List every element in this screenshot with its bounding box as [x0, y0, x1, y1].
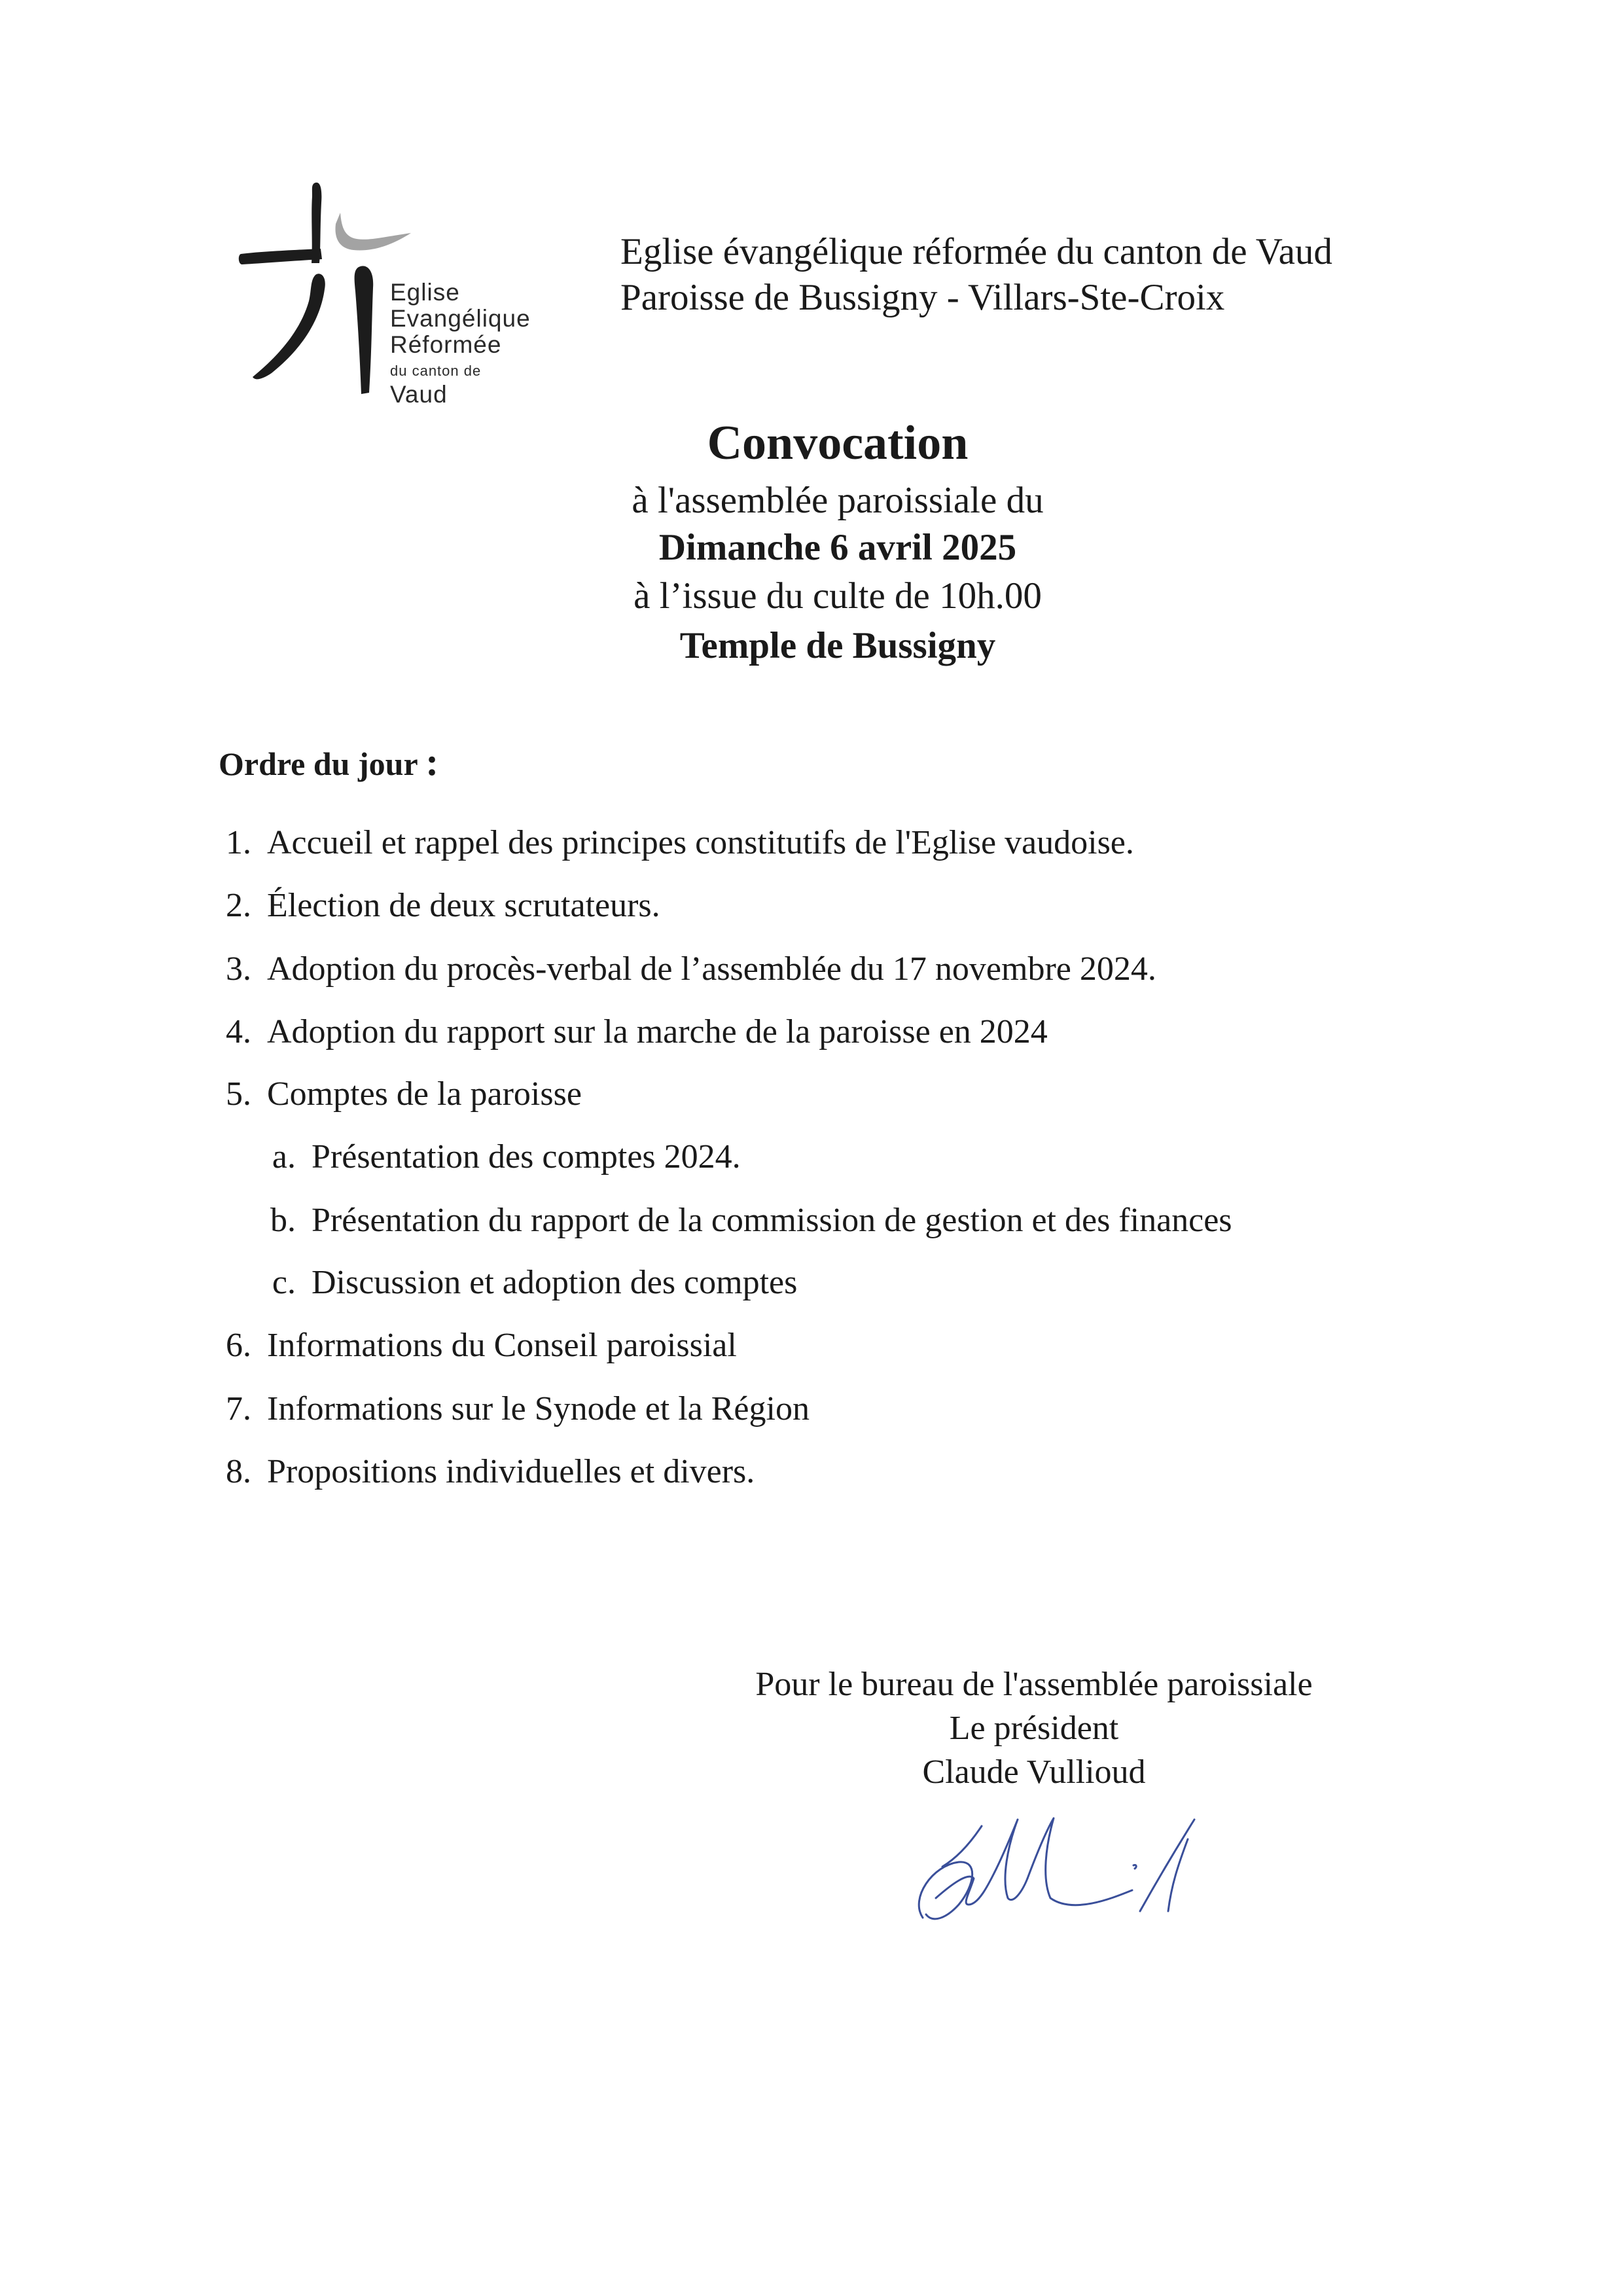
- agenda-item-text: Informations sur le Synode et la Région: [267, 1390, 810, 1427]
- agenda-item-text: Adoption du procès-verbal de l’assemblée du 17 novembre 2024.: [267, 950, 1156, 988]
- meeting-date: Dimanche 6 avril 2025: [658, 527, 1017, 568]
- header-church-name: Eglise évangélique réformée du canton de Vaud: [620, 231, 1332, 272]
- agenda-subitem: [272, 1264, 798, 1301]
- agenda-subitem-text: Discussion et adoption des comptes: [312, 1264, 798, 1301]
- agenda-item-text: Informations du Conseil paroissial: [267, 1327, 737, 1364]
- agenda-heading: [219, 740, 438, 785]
- agenda-item-number: 4.: [226, 1013, 251, 1050]
- agenda-item: [226, 950, 1156, 988]
- agenda-item-number: 5.: [226, 1075, 251, 1113]
- agenda-subitem-text: Présentation du rapport de la commission de gestion et des finances: [312, 1202, 1232, 1239]
- header-parish-name: Paroisse de Bussigny - Villars-Ste-Croix: [620, 277, 1225, 318]
- agenda-item-text: Adoption du rapport sur la marche de la paroisse en 2024: [267, 1013, 1048, 1050]
- logo-text-evangelique: Evangélique: [390, 305, 531, 332]
- agenda-item: [226, 1327, 737, 1364]
- page-title: Convocation: [707, 416, 969, 470]
- closing-bureau-line: Pour le bureau de l'assemblée paroissiale: [755, 1666, 1313, 1703]
- logo-text-vaud: Vaud: [390, 381, 448, 408]
- agenda-item: [226, 824, 1134, 861]
- handwritten-signature-icon: [897, 1806, 1224, 1937]
- agenda-heading-colon: :: [425, 740, 439, 783]
- agenda-item-number: 8.: [226, 1453, 251, 1490]
- agenda-item-text: Propositions individuelles et divers.: [267, 1453, 755, 1490]
- agenda-subitem: [272, 1138, 741, 1175]
- agenda-item: [226, 1075, 582, 1113]
- agenda-subitem-letter: a.: [272, 1138, 296, 1175]
- agenda-item-number: 3.: [226, 950, 251, 988]
- agenda-item: [226, 887, 660, 924]
- meeting-time: à l’issue du culte de 10h.00: [633, 575, 1042, 617]
- agenda-subitem-text: Présentation des comptes 2024.: [312, 1138, 741, 1175]
- agenda-subitem-letter: c.: [272, 1264, 296, 1301]
- agenda-item: [226, 1390, 810, 1427]
- logo-text-du-canton-de: du canton de: [390, 363, 482, 379]
- agenda-heading-label: Ordre du jour: [219, 745, 418, 782]
- closing-signatory-name: Claude Vullioud: [922, 1753, 1146, 1791]
- closing-role: Le président: [949, 1710, 1119, 1747]
- agenda-item-number: 1.: [226, 824, 251, 861]
- agenda-subitem-letter: b.: [270, 1202, 296, 1239]
- agenda-item-number: 2.: [226, 887, 251, 924]
- agenda-item: [226, 1013, 1048, 1050]
- agenda-item-number: 7.: [226, 1390, 251, 1427]
- agenda-item-text: Comptes de la paroisse: [267, 1075, 582, 1113]
- logo-text-eglise: Eglise: [390, 279, 460, 306]
- agenda-item: [226, 1453, 755, 1490]
- agenda-item-text: Élection de deux scrutateurs.: [267, 887, 660, 924]
- logo-text-reformee: Réformée: [390, 331, 502, 358]
- agenda-subitem: [270, 1202, 1232, 1239]
- meeting-place: Temple de Bussigny: [679, 625, 996, 666]
- agenda-item-number: 6.: [226, 1327, 251, 1364]
- title-assembly-line: à l'assemblée paroissiale du: [632, 480, 1044, 521]
- agenda-item-text: Accueil et rappel des principes constitutifs de l'Eglise vaudoise.: [267, 824, 1134, 861]
